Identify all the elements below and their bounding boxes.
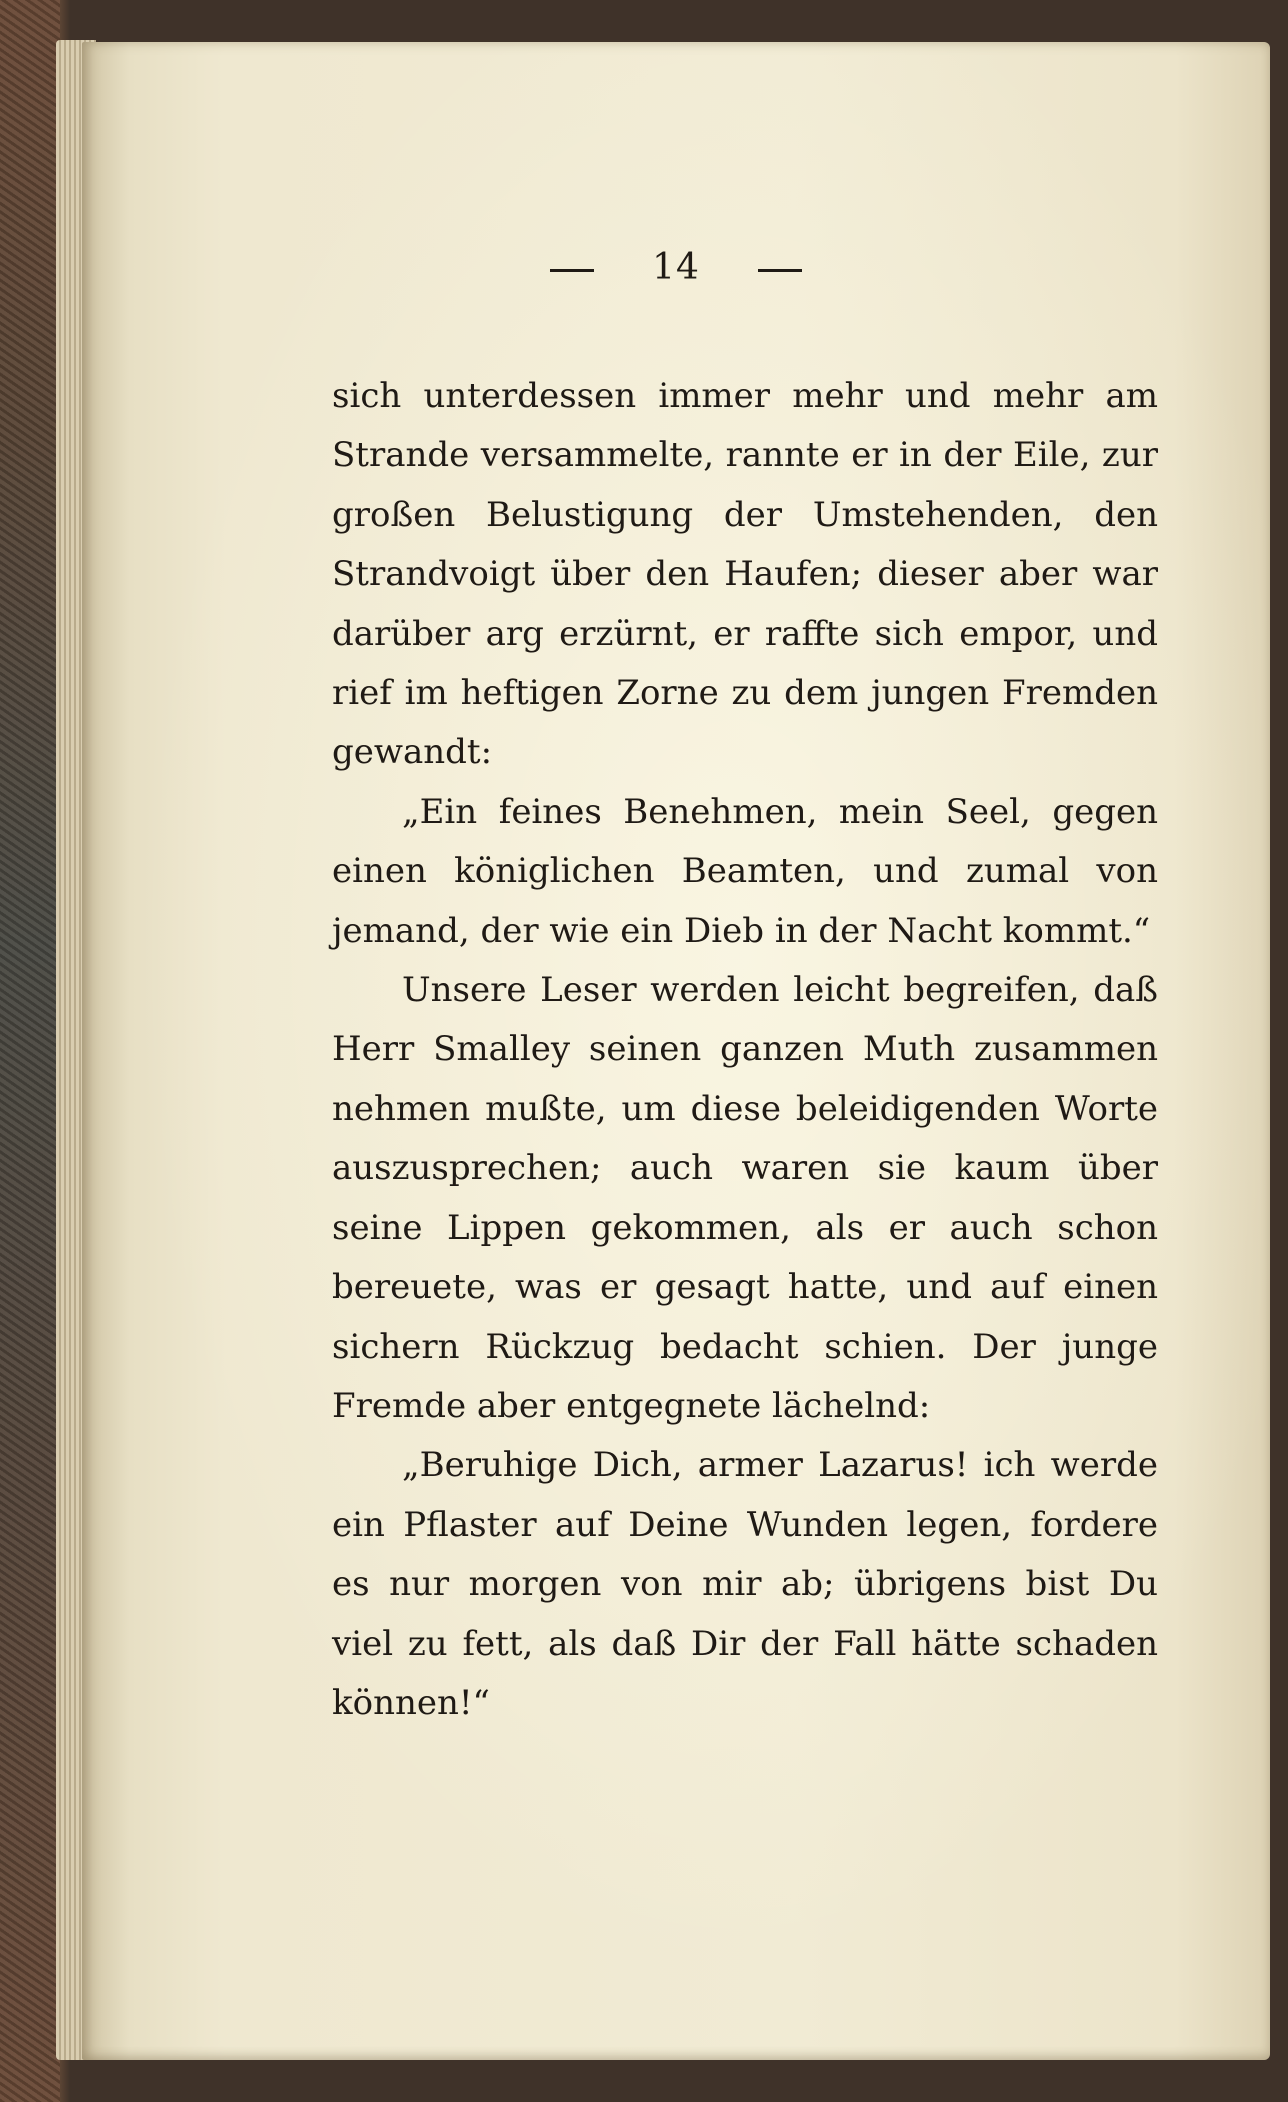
header-dash-left <box>550 269 594 272</box>
header-dash-right <box>758 269 802 272</box>
paragraph: sich unterdessen immer mehr und mehr am Strande versammelte, rannte er in der Eile, zur großen Belustigung der Umstehenden, den Strandvoigt über den Haufen; dieser aber war darüber arg erzürnt, er raffte sich empor, und rief im heftigen Zorne zu dem jungen Fremden gewandt: <box>332 376 1158 773</box>
book-page <box>82 42 1270 2060</box>
book-cover-edge <box>0 0 60 2102</box>
paragraph: „Ein feines Benehmen, mein Seel, gegen einen königlichen Beamten, und zumal von jemand, der wie ein Dieb in der Nacht kommt.“ <box>332 791 1158 951</box>
page-header <box>82 247 1270 288</box>
page-number: 14 <box>652 247 700 288</box>
body-text <box>332 367 1158 1733</box>
paragraph: „Beruhige Dich, armer Lazarus! ich werde ein Pflaster auf Deine Wunden legen, fordere es nur morgen von mir ab; übrigens bist Du viel zu fett, als daß Dir der Fall hätte schaden können!“ <box>332 1445 1158 1723</box>
paragraph: Unsere Leser werden leicht begreifen, daß Herr Smalley seinen ganzen Muth zusammen nehmen mußte, um diese beleidigenden Worte auszusprechen; auch waren sie kaum über seine Lippen gekommen, als er auch schon bereuete, was er gesagt hatte, und auf einen sichern Rückzug bedacht schien. Der junge Fremde aber entgegnete lächelnd: <box>332 970 1158 1426</box>
